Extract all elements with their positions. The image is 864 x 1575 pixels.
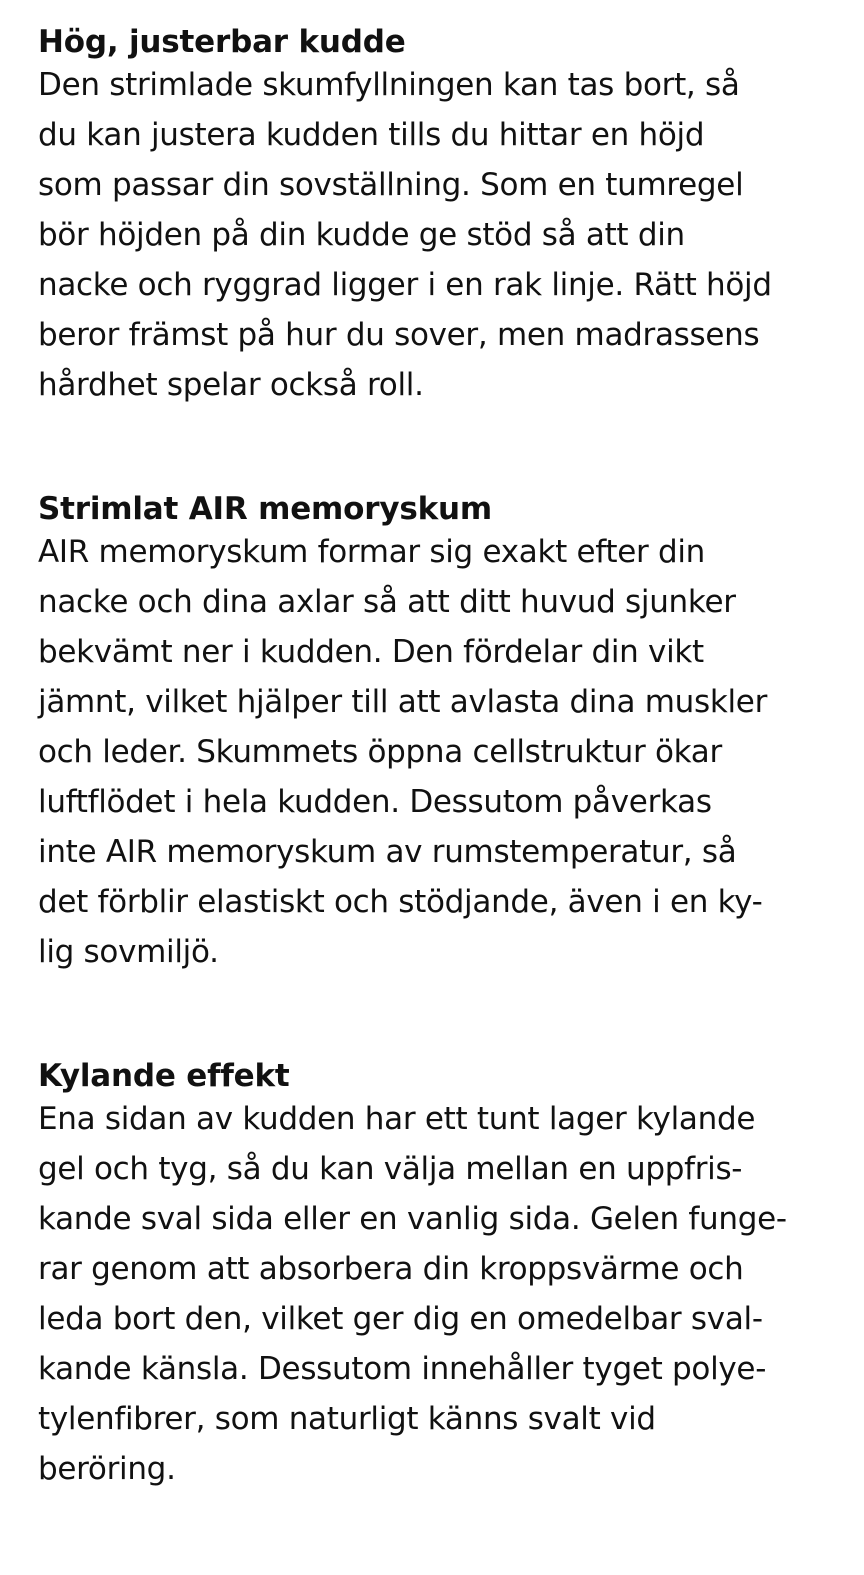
body-line: rar genom att absorbera din kroppsvärme och <box>38 1251 744 1287</box>
section-title: Hög, justerbar kudde <box>38 24 406 60</box>
body-line: lig sovmiljö. <box>38 934 219 970</box>
body-line: Ena sidan av kudden har ett tunt lager kylande <box>38 1101 756 1137</box>
body-line: leda bort den, vilket ger dig en omedelbar sval- <box>38 1301 763 1337</box>
section-title: Kylande effekt <box>38 1058 290 1094</box>
body-line: nacke och dina axlar så att ditt huvud sjunker <box>38 584 736 620</box>
body-line: och leder. Skummets öppna cellstruktur ökar <box>38 734 722 770</box>
body-line: Den strimlade skumfyllningen kan tas bort, så <box>38 67 740 103</box>
section-body <box>38 60 838 410</box>
body-line: som passar din sovställning. Som en tumregel <box>38 167 744 203</box>
body-line: du kan justera kudden tills du hittar en höjd <box>38 117 705 153</box>
body-line: gel och tyg, så du kan välja mellan en uppfris- <box>38 1151 743 1187</box>
body-line: tylenfibrer, som naturligt känns svalt vid <box>38 1401 656 1437</box>
body-line: det förblir elastiskt och stödjande, även i en ky- <box>38 884 763 920</box>
body-line: AIR memoryskum formar sig exakt efter din <box>38 534 706 570</box>
body-line: nacke och ryggrad ligger i en rak linje. Rätt höjd <box>38 267 772 303</box>
body-line: bekvämt ner i kudden. Den fördelar din vikt <box>38 634 704 670</box>
section-body <box>38 527 838 977</box>
body-line: beror främst på hur du sover, men madrassens <box>38 317 760 353</box>
body-line: hårdhet spelar också roll. <box>38 367 424 403</box>
section-title: Strimlat AIR memoryskum <box>38 491 492 527</box>
body-line: jämnt, vilket hjälper till att avlasta dina muskler <box>38 684 768 720</box>
section-cooling-effect <box>38 1058 838 1494</box>
section-body <box>38 1094 838 1494</box>
body-line: luftflödet i hela kudden. Dessutom påverkas <box>38 784 712 820</box>
section-memory-foam <box>38 491 838 977</box>
body-line: kande sval sida eller en vanlig sida. Gelen funge- <box>38 1201 787 1237</box>
body-line: inte AIR memoryskum av rumstemperatur, så <box>38 834 737 870</box>
section-adjustable-pillow <box>38 24 838 410</box>
body-line: bör höjden på din kudde ge stöd så att din <box>38 217 685 253</box>
body-line: kande känsla. Dessutom innehåller tyget polye- <box>38 1351 767 1387</box>
body-line: beröring. <box>38 1451 176 1487</box>
